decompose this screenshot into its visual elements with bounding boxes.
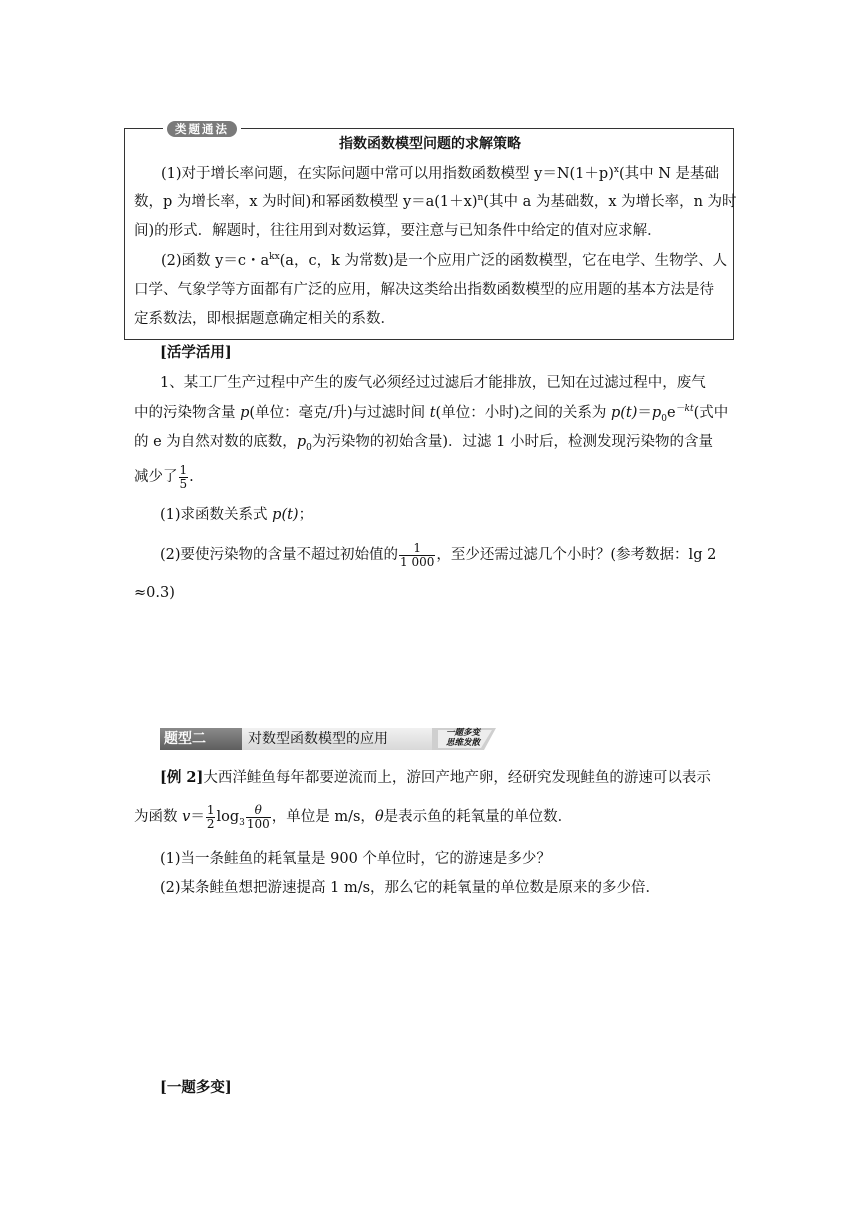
strategy-badge-label: 类题通法 [167,121,237,137]
section-title: 对数型函数模型的应用 [242,728,432,750]
fraction-one-half: $\frac{1}{2}$ [206,802,215,831]
strategy-title: 指数函数模型问题的求解策略 [339,136,521,152]
strategy-p1-line3: 间)的形式．解题时，往往用到对数运算，要注意与已知条件中给定的值对应求解． [134,223,662,239]
strategy-p2-line2: 口学、气象学等方面都有广泛的应用，解决这类给出指数函数模型的应用题的基本方法是待 [134,282,714,298]
example2-line1: [例 2]大西洋鲑鱼每年都要逆流而上，游回产地产卵，经研究发现鲑鱼的游速可以表示 [160,769,711,786]
strategy-p1-line1: (1)对于增长率问题，在实际问题中常可以用指数函数模型 $y=N(1+p)^x$(其中 N 是基础 [161,165,719,182]
fraction-one-thousandth: $\frac{1}{1 000}$ [400,540,435,569]
practice-line1: 1、某工厂生产过程中产生的废气必须经过过滤后才能排放，已知在过滤过程中，废气 [160,375,706,391]
example2-q2: (2)某条鲑鱼想把游速提高 1 m/s，那么它的耗氧量的单位数是原来的多少倍． [160,880,661,896]
section-side-badge [432,728,496,750]
example2-q1: (1)当一条鲑鱼的耗氧量是 900 个单位时，它的游速是多少？ [160,851,551,867]
practice-q2-cont: ≈0.3) [134,585,175,601]
fraction-theta-100: $\frac{\theta}{100}$ [246,802,270,831]
strategy-p2-line1: (2)函数 y＝c・$a^{kx}(a$，c，k 为常数)是一个应用广泛的函数模型，它在电学、生物学、人 [161,252,728,269]
section-tag: 题型二 [160,728,242,750]
practice-line4: 减少了 $\frac{1}{5}$ . [134,462,194,491]
practice-line2: 中的污染物含量 p(单位：毫克/升)与过滤时间 t(单位：小时)之间的关系为 $p(t)=p_0e^{-kt}$(式中 [134,404,729,424]
fraction-one-fifth: $\frac{1}{5}$ [179,462,188,491]
section-bar [160,728,496,750]
section-side-badge-text: 一题多变 思维发散 [445,728,480,748]
variation-heading: [一题多变] [160,1079,232,1096]
practice-line3: 的 e 为自然对数的底数，$p_0$为污染物的初始含量)．过滤 1 小时后，检测发现污染物的含量 [134,434,713,453]
practice-heading: [活学活用] [160,344,232,361]
strategy-p1-line2: 数，p 为增长率，x 为时间)和幂函数模型 $y=a(1+x)^n$(其中 a 为基础数，x 为增长率，n 为时 [134,193,737,210]
example2-line2: 为函数 v＝ $\frac{1}{2}$ $\log_3$ $\frac{\theta}{100}$ ，单位是 m/s，θ是表示鱼的耗氧量的单位数． [134,802,573,831]
practice-q1: (1)求函数关系式 p(t)； [160,507,314,523]
strategy-p2-line3: 定系数法，即根据题意确定相关的系数． [134,311,395,327]
practice-q2: (2)要使污染物的含量不超过初始值的 $\frac{1}{1 000}$ ，至少还需过滤几个小时？(参考数据：lg 2 [160,540,717,569]
